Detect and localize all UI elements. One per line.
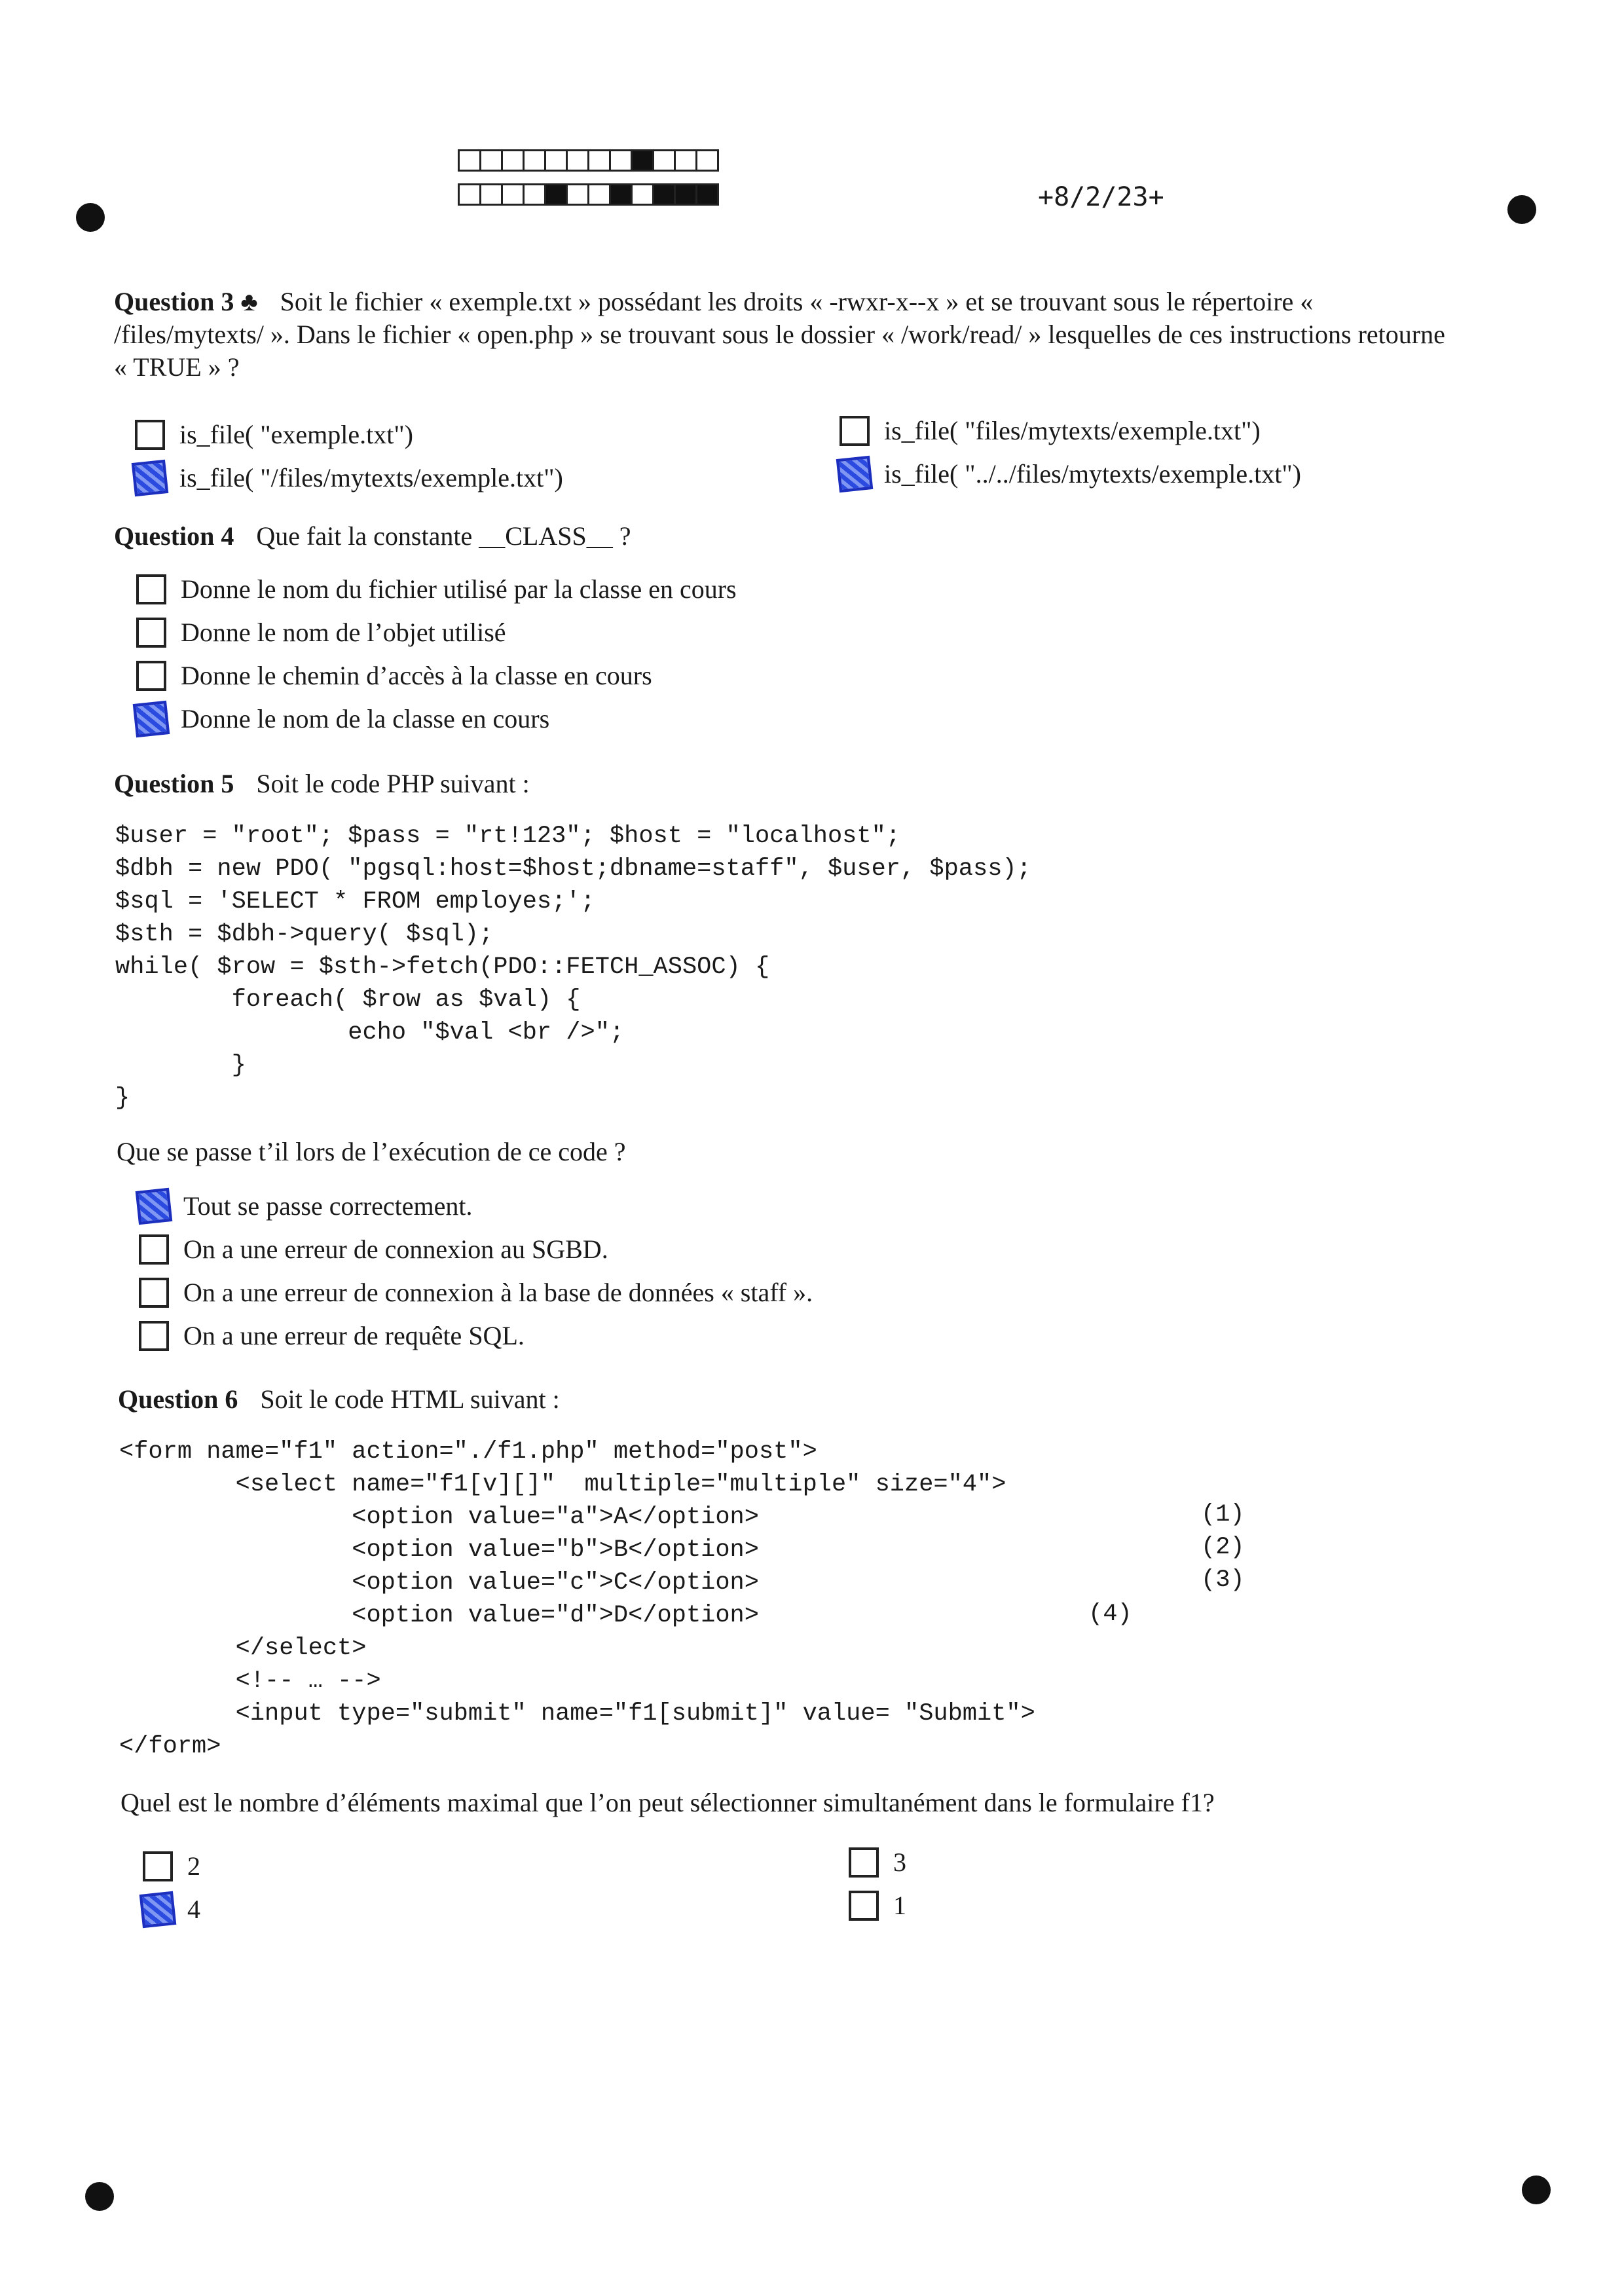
q5-option-d[interactable] xyxy=(139,1320,525,1351)
id-grid-cell xyxy=(652,183,676,206)
id-grid-cell xyxy=(609,149,633,172)
checkbox[interactable] xyxy=(136,661,166,691)
q6-option-a[interactable] xyxy=(143,1851,200,1881)
question-4-label: Question 4 xyxy=(114,521,234,551)
question-3-line-2: /files/mytexts/ ». Dans le fichier « open.php » se trouvant sous le dossier « /work/read/ » lesquelles de ces instructions retourne xyxy=(114,320,1445,349)
q4-option-d[interactable] xyxy=(136,703,549,734)
q5-option-a[interactable] xyxy=(139,1191,472,1221)
checkbox-checked[interactable] xyxy=(836,455,874,492)
option-label: Donne le nom de la classe en cours xyxy=(181,704,550,733)
q4-option-b[interactable] xyxy=(136,617,506,648)
id-grid-cell xyxy=(544,149,568,172)
question-4-prompt: Que fait la constante __CLASS__ ? xyxy=(256,521,631,551)
option-marker-1: (1) xyxy=(1201,1501,1245,1528)
option-label: Donne le nom du fichier utilisé par la classe en cours xyxy=(181,574,737,604)
option-label: 2 xyxy=(187,1851,200,1881)
registration-mark-top-right xyxy=(1507,195,1536,224)
option-marker-2: (2) xyxy=(1201,1534,1245,1561)
question-5-question: Que se passe t’il lors de l’exécution de ce code ? xyxy=(117,1137,626,1166)
q3-option-c[interactable] xyxy=(840,415,1261,446)
id-grid-cell xyxy=(631,149,654,172)
q5-option-c[interactable] xyxy=(139,1277,813,1308)
registration-mark-top-left xyxy=(76,203,105,232)
q3-option-d[interactable] xyxy=(840,458,1301,489)
checkbox[interactable] xyxy=(136,574,166,604)
option-label: Donne le nom de l’objet utilisé xyxy=(181,618,506,647)
option-label: 3 xyxy=(893,1847,906,1877)
id-grid-cell xyxy=(566,183,589,206)
registration-mark-bottom-right xyxy=(1522,2176,1551,2204)
id-grid-cell xyxy=(458,183,481,206)
question-5-label: Question 5 xyxy=(114,769,234,798)
question-3-line-1: Soit le fichier « exemple.txt » possédant les droits « -rwxr-x--x » et se trouvant sous le répertoire « xyxy=(280,287,1314,316)
option-label: On a une erreur de connexion au SGBD. xyxy=(183,1234,608,1264)
checkbox-checked[interactable] xyxy=(133,700,170,737)
q4-option-c[interactable] xyxy=(136,660,652,691)
option-label: is_file( "files/mytexts/exemple.txt") xyxy=(884,416,1261,445)
id-grid-cell xyxy=(479,183,503,206)
id-grid-cell xyxy=(587,149,611,172)
question-4-header xyxy=(114,520,631,553)
registration-mark-bottom-left xyxy=(85,2182,114,2211)
html-code-block: <form name="f1" action="./f1.php" method="post"> <select name="f1[v][]" multiple="multiple" size="4"> <option value="a">A</option> <option value="b">B</option> <option value="c">C</option> <option value="d">D</option> </select> <!-- … --> <input type="submit" name="f1[submit]" value= "Submit"> </form> xyxy=(119,1438,1035,1760)
checkbox[interactable] xyxy=(840,416,870,446)
id-grid-cell xyxy=(695,149,719,172)
q4-option-a[interactable] xyxy=(136,574,737,604)
checkbox[interactable] xyxy=(139,1321,169,1351)
id-grid-cell xyxy=(501,183,525,206)
q5-option-b[interactable] xyxy=(139,1234,608,1265)
option-label: Tout se passe correctement. xyxy=(183,1191,473,1221)
option-label: On a une erreur de requête SQL. xyxy=(183,1321,525,1350)
question-6-label: Question 6 xyxy=(118,1384,238,1414)
question-3-text xyxy=(114,286,1502,384)
option-label: 1 xyxy=(893,1891,906,1920)
q3-option-a[interactable] xyxy=(135,419,413,450)
checkbox[interactable] xyxy=(139,1278,169,1308)
id-grid-cell xyxy=(544,183,568,206)
checkbox[interactable] xyxy=(849,1847,879,1878)
option-label: is_file( "../../files/mytexts/exemple.txt") xyxy=(884,459,1301,489)
q6-option-c[interactable] xyxy=(849,1847,906,1878)
id-grid-cell xyxy=(609,183,633,206)
id-grid-cell xyxy=(566,149,589,172)
id-grid-cell xyxy=(458,149,481,172)
q3-option-b[interactable] xyxy=(135,462,563,493)
id-grid-cell xyxy=(523,183,546,206)
id-grid-cell xyxy=(674,149,697,172)
checkbox[interactable] xyxy=(143,1851,173,1881)
question-6-prompt: Soit le code HTML suivant : xyxy=(260,1384,560,1414)
question-5-header xyxy=(114,768,530,800)
student-id-grid-row-1 xyxy=(460,149,719,172)
option-label: is_file( "/files/mytexts/exemple.txt") xyxy=(179,463,563,492)
checkbox[interactable] xyxy=(136,618,166,648)
question-3-line-3: « TRUE » ? xyxy=(114,352,240,382)
option-label: Donne le chemin d’accès à la classe en cours xyxy=(181,661,652,690)
question-5-prompt: Soit le code PHP suivant : xyxy=(256,769,530,798)
option-label: 4 xyxy=(187,1895,200,1924)
php-code-block: $user = "root"; $pass = "rt!123"; $host = "localhost"; $dbh = new PDO( "pgsql:host=$host;dbname=staff", $user, $pass); $sql = 'SELECT * FROM employes;'; $sth = $dbh->query( $sql); while( $row = $sth->fetch(PDO::FETCH_ASSOC) { foreach( $row as $val) { echo "$val <br />"; } } xyxy=(115,823,1031,1112)
page-reference: +8/2/23+ xyxy=(1038,182,1164,212)
id-grid-cell xyxy=(674,183,697,206)
question-6-header xyxy=(118,1383,560,1416)
id-grid-cell xyxy=(479,149,503,172)
id-grid-cell xyxy=(501,149,525,172)
student-id-grid-row-2 xyxy=(460,183,719,206)
id-grid-cell xyxy=(587,183,611,206)
option-label: is_file( "exemple.txt") xyxy=(179,420,413,449)
question-3-label: Question 3 ♣ xyxy=(114,287,258,316)
id-grid-cell xyxy=(652,149,676,172)
checkbox[interactable] xyxy=(139,1234,169,1265)
option-marker-4: (4) xyxy=(1088,1601,1132,1628)
checkbox-checked[interactable] xyxy=(132,459,169,496)
checkbox[interactable] xyxy=(135,420,165,450)
checkbox-checked[interactable] xyxy=(136,1187,173,1225)
q6-option-b[interactable] xyxy=(143,1894,200,1925)
id-grid-cell xyxy=(631,183,654,206)
option-marker-3: (3) xyxy=(1201,1566,1245,1594)
id-grid-cell xyxy=(695,183,719,206)
option-label: On a une erreur de connexion à la base de données « staff ». xyxy=(183,1278,813,1307)
id-grid-cell xyxy=(523,149,546,172)
checkbox-checked[interactable] xyxy=(139,1891,177,1928)
question-6-question: Quel est le nombre d’éléments maximal que l’on peut sélectionner simultanément dans le formulaire f1? xyxy=(120,1788,1215,1817)
checkbox[interactable] xyxy=(849,1891,879,1921)
q6-option-d[interactable] xyxy=(849,1890,906,1921)
